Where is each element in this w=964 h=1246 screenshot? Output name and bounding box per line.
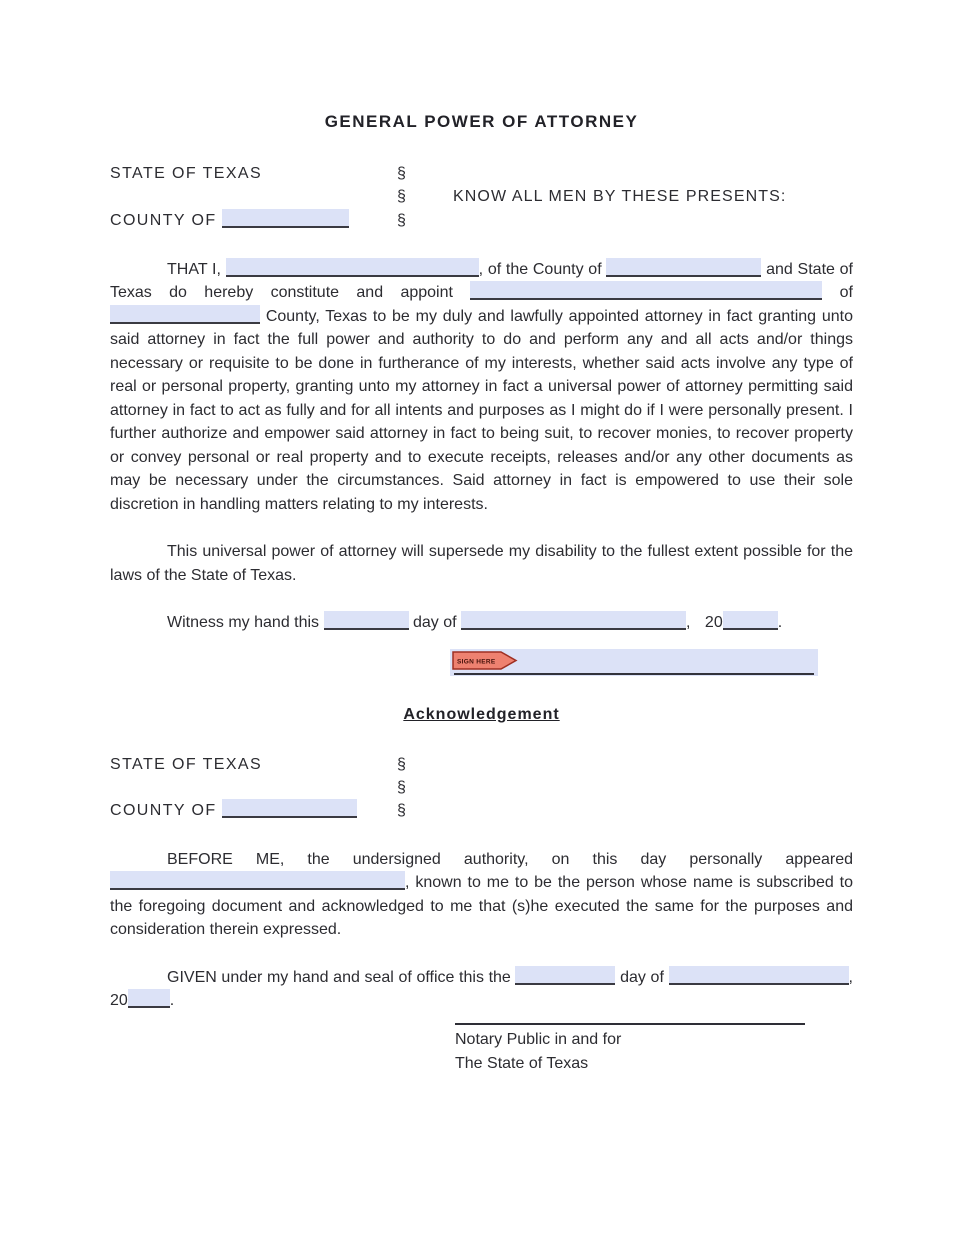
county-line <box>110 209 397 233</box>
section-symbol: § <box>397 802 406 820</box>
principal-signature-field[interactable] <box>450 649 818 676</box>
section-symbol: § <box>397 165 406 182</box>
section-symbol: § <box>397 188 406 206</box>
witness-year-field[interactable] <box>723 611 778 630</box>
attorney-name-field[interactable] <box>470 281 822 300</box>
notary-signature-line <box>455 1023 805 1025</box>
notary-block <box>455 1023 805 1076</box>
period-text: . <box>777 614 783 632</box>
before-me-text: BEFORE ME, the undersigned authority, on this day personally appeared <box>167 850 853 868</box>
venue-row-county <box>110 799 853 822</box>
appeared-name-field[interactable] <box>110 871 405 890</box>
venue-row-county <box>110 209 853 232</box>
document-title: GENERAL POWER OF ATTORNEY <box>324 112 639 131</box>
venue-row-middle <box>110 185 853 208</box>
witness-text: Witness my hand this <box>167 614 320 632</box>
notary-title-line1: Notary Public in and for <box>455 1030 622 1048</box>
signature-line <box>454 673 814 675</box>
county-field-top[interactable] <box>222 209 349 228</box>
witness-day-field[interactable] <box>324 611 409 630</box>
given-day-field[interactable] <box>515 966 615 985</box>
county-label: COUNTY OF <box>110 211 217 229</box>
venue-row-middle <box>110 776 853 799</box>
year-prefix-text: 20 <box>704 614 723 632</box>
know-all-men-text: KNOW ALL MEN BY THESE PRESENTS: <box>453 188 787 206</box>
acknowledgement-heading: Acknowledgement <box>403 705 560 723</box>
of-text: of <box>839 284 853 302</box>
county-label: COUNTY OF <box>110 802 217 820</box>
year-prefix-text: , 20 <box>110 968 853 1010</box>
supersede-paragraph: This universal power of attorney will supersede my disability to the fullest extent possible for the laws of the State of Texas. <box>110 543 853 584</box>
venue-block-top <box>110 162 853 232</box>
county-field-acknowledgement[interactable] <box>222 799 357 818</box>
given-month-field[interactable] <box>669 966 849 985</box>
venue-row-state <box>110 753 853 776</box>
appointment-paragraph <box>110 258 853 517</box>
powers-text: County, Texas to be my duly and lawfully appointed attorney in fact granting unto said attorney in fact the full power and authority to do and perform any and all acts and/or things necessary or requisite to be done in furtherance of my interests, whether said acts involve any type of real or personal property, granting unto my attorney in fact a universal power of attorney permitting said attorney in fact to act as fully and for all intents and purposes as I might do if I were personally present. I further authorize and empower said attorney in fact to being suit, to recover monies, to recover property or convey personal or real property and to execute receipts, releases and/or any other documents as may be necessary under the circumstances. Said attorney in fact is empowered to use their sole discretion in handling matters relating to my interests. <box>110 307 854 513</box>
of-county-text: , of the County of <box>478 260 602 278</box>
section-symbol: § <box>397 755 406 773</box>
section-symbol: § <box>397 779 406 797</box>
appoint-text: and State of Texas do hereby constitute and appoint <box>110 260 853 302</box>
attorney-county-field[interactable] <box>110 305 260 324</box>
venue-block-acknowledgement <box>110 753 853 823</box>
principal-name-field[interactable] <box>226 258 479 277</box>
principal-county-field[interactable] <box>606 258 761 277</box>
given-paragraph <box>110 966 853 1013</box>
notary-title-line2: The State of Texas <box>455 1054 589 1072</box>
day-of-text: day of <box>620 968 664 986</box>
section-symbol: § <box>397 211 406 229</box>
state-label: STATE OF TEXAS <box>110 755 263 773</box>
county-line <box>110 799 397 823</box>
sign-here-tag[interactable] <box>452 651 518 670</box>
state-label: STATE OF TEXAS <box>110 165 263 182</box>
day-of-text: day of <box>412 614 457 632</box>
venue-row-state <box>110 162 853 185</box>
known-to-me-text: , known to me to be the person whose name is subscribed to the foregoing document and acknowledged to me that (s)he executed the same for the purposes and consideration therein expressed. <box>110 874 853 939</box>
that-i-text: THAT I, <box>167 260 221 278</box>
given-text: GIVEN under my hand and seal of office this the <box>167 968 511 986</box>
sign-here-label: SIGN HERE <box>457 658 496 666</box>
period-text: . <box>169 992 175 1010</box>
given-year-field[interactable] <box>128 989 170 1008</box>
before-me-paragraph <box>110 848 853 942</box>
witness-month-field[interactable] <box>461 611 686 630</box>
witness-line <box>110 611 853 635</box>
comma-text: , <box>686 614 691 632</box>
